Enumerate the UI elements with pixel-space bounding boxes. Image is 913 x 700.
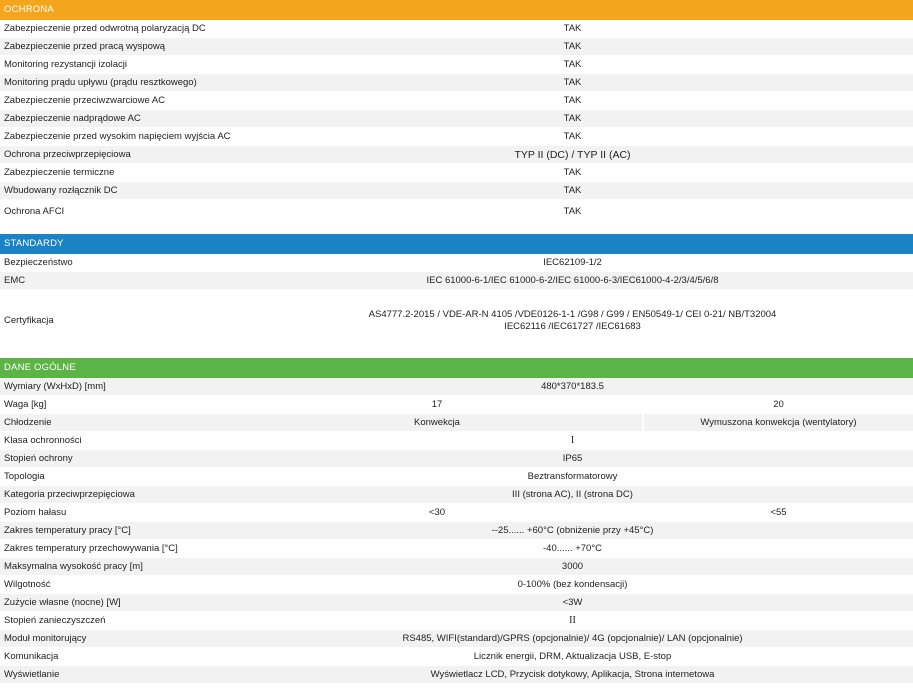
split-values (232, 504, 913, 521)
standards-section (0, 234, 913, 352)
row-value: 480*370*183.5 (541, 381, 604, 392)
table-row (0, 432, 913, 450)
certification-line-1: AS4777.2-2015 / VDE-AR-N 4105 /VDE0126-1-1 /G98 / G99 / EN50549-1/ CEI 0-21/ NB/T32004 (368, 308, 777, 320)
row-value: IEC62109-1/2 (543, 257, 602, 268)
row-label: Waga [kg] (4, 399, 47, 410)
table-row (0, 612, 913, 630)
row-value-a: 17 (431, 399, 443, 410)
row-value: II (569, 615, 576, 626)
row-label: EMC (4, 275, 26, 286)
general-section (0, 358, 913, 684)
row-label: Monitoring rezystancji izolacji (4, 59, 128, 70)
table-row (0, 666, 913, 684)
row-label: Klasa ochronności (4, 435, 82, 446)
table-row (0, 450, 913, 468)
row-value: TAK (563, 59, 582, 70)
row-value-a: <30 (428, 507, 446, 518)
row-label: Chłodzenie (4, 417, 52, 428)
table-row (0, 74, 913, 92)
row-label: Wilgotność (4, 579, 51, 590)
table-row (0, 414, 913, 432)
table-row (0, 272, 913, 290)
protection-section (0, 0, 913, 224)
table-row (0, 630, 913, 648)
row-label: Zabezpieczenie przed wysokim napięciem wyjścia AC (4, 131, 231, 142)
row-value: TYP II (DC) / TYP II (AC) (514, 148, 631, 161)
certification-line-2: IEC62116 /IEC61727 /IEC61683 (504, 320, 641, 332)
row-value: 3000 (561, 561, 584, 572)
row-label: Zabezpieczenie termiczne (4, 167, 115, 178)
table-row (0, 540, 913, 558)
row-value (232, 290, 913, 351)
table-row (0, 92, 913, 110)
row-value: <3W (562, 597, 583, 608)
general-header: DANE OGÓLNE (0, 358, 913, 378)
row-value: Licznik energii, DRM, Aktualizacja USB, E-stop (473, 651, 672, 662)
table-row (0, 396, 913, 414)
section-gap (0, 224, 913, 234)
row-value-b: Wymuszona konwekcja (wentylatory) (642, 414, 913, 431)
table-row (0, 146, 913, 164)
row-value: -40...... +70°C (543, 543, 602, 554)
table-row (0, 290, 913, 352)
table-row (0, 110, 913, 128)
row-label: Zabezpieczenie nadprądowe AC (4, 113, 141, 124)
row-value: III (strona AC), II (strona DC) (512, 489, 633, 500)
row-label: Wyświetlanie (4, 669, 60, 680)
row-value: TAK (563, 77, 582, 88)
row-value: IEC 61000-6-1/IEC 61000-6-2/IEC 61000-6-3/IEC61000-4-2/3/4/5/6/8 (426, 275, 719, 286)
table-row (0, 486, 913, 504)
row-value: TAK (563, 185, 582, 196)
protection-header: OCHRONA (0, 0, 913, 20)
standards-header: STANDARDY (0, 234, 913, 254)
row-label: Zabezpieczenie przeciwzwarciowe AC (4, 95, 166, 106)
table-row (0, 20, 913, 38)
row-value: IP65 (562, 453, 583, 464)
row-label: Ochrona przeciwprzepięciowa (4, 149, 131, 160)
row-label: Ochrona AFCI (4, 206, 65, 217)
row-value: RS485, WIFI(standard)/GPRS (opcjonalnie)/ 4G (opcjonalnie)/ LAN (opcjonalnie) (402, 633, 743, 644)
row-label: Maksymalna wysokość pracy [m] (4, 561, 143, 572)
row-label: Zakres temperatury przechowywania [°C] (4, 543, 178, 554)
row-label: Zabezpieczenie przed pracą wyspową (4, 41, 166, 52)
row-value: TAK (563, 41, 582, 52)
row-value: 0-100% (bez kondensacji) (517, 579, 628, 590)
table-row (0, 182, 913, 200)
row-label: Komunikacja (4, 651, 59, 662)
table-row (0, 254, 913, 272)
row-value: I (570, 435, 575, 446)
row-value: TAK (563, 95, 582, 106)
table-row (0, 378, 913, 396)
row-label: Stopień ochrony (4, 453, 73, 464)
row-label: Poziom hałasu (4, 507, 67, 518)
row-label: Zakres temperatury pracy [°C] (4, 525, 131, 536)
table-row (0, 38, 913, 56)
row-value: TAK (563, 23, 582, 34)
row-label: Monitoring prądu upływu (prądu resztkowego) (4, 77, 197, 88)
table-row (0, 164, 913, 182)
row-label: Topologia (4, 471, 45, 482)
row-value-b: 20 (642, 396, 913, 413)
row-value: --25...... +60°C (obniżenie przy +45°C) (491, 525, 654, 536)
row-value: Wyświetlacz LCD, Przycisk dotykowy, Aplikacja, Strona internetowa (430, 669, 715, 680)
table-row (0, 522, 913, 540)
row-label: Wymiary (WxHxD) [mm] (4, 381, 106, 392)
row-value: Beztransformatorowy (527, 471, 618, 482)
row-label: Certyfikacja (4, 315, 54, 326)
row-label: Zużycie własne (nocne) [W] (4, 597, 121, 608)
row-label: Moduł monitorujący (4, 633, 87, 644)
row-label: Wbudowany rozłącznik DC (4, 185, 118, 196)
row-value: TAK (563, 206, 582, 217)
row-value: TAK (563, 131, 582, 142)
table-row (0, 56, 913, 74)
split-values (232, 396, 913, 413)
row-label: Bezpieczeństwo (4, 257, 73, 268)
table-row (0, 128, 913, 146)
table-row (0, 200, 913, 224)
table-row (0, 594, 913, 612)
row-value-a: Konwekcja (414, 417, 460, 428)
table-row (0, 576, 913, 594)
table-row (0, 558, 913, 576)
table-row (0, 468, 913, 486)
row-value: TAK (563, 167, 582, 178)
row-label: Stopień zanieczyszczeń (4, 615, 106, 626)
table-row (0, 504, 913, 522)
row-value: TAK (563, 113, 582, 124)
row-label: Kategoria przeciwprzepięciowa (4, 489, 135, 500)
split-values (232, 414, 913, 431)
table-row (0, 648, 913, 666)
row-value-b: <55 (642, 504, 913, 521)
row-label: Zabezpieczenie przed odwrotną polaryzacją DC (4, 23, 206, 34)
